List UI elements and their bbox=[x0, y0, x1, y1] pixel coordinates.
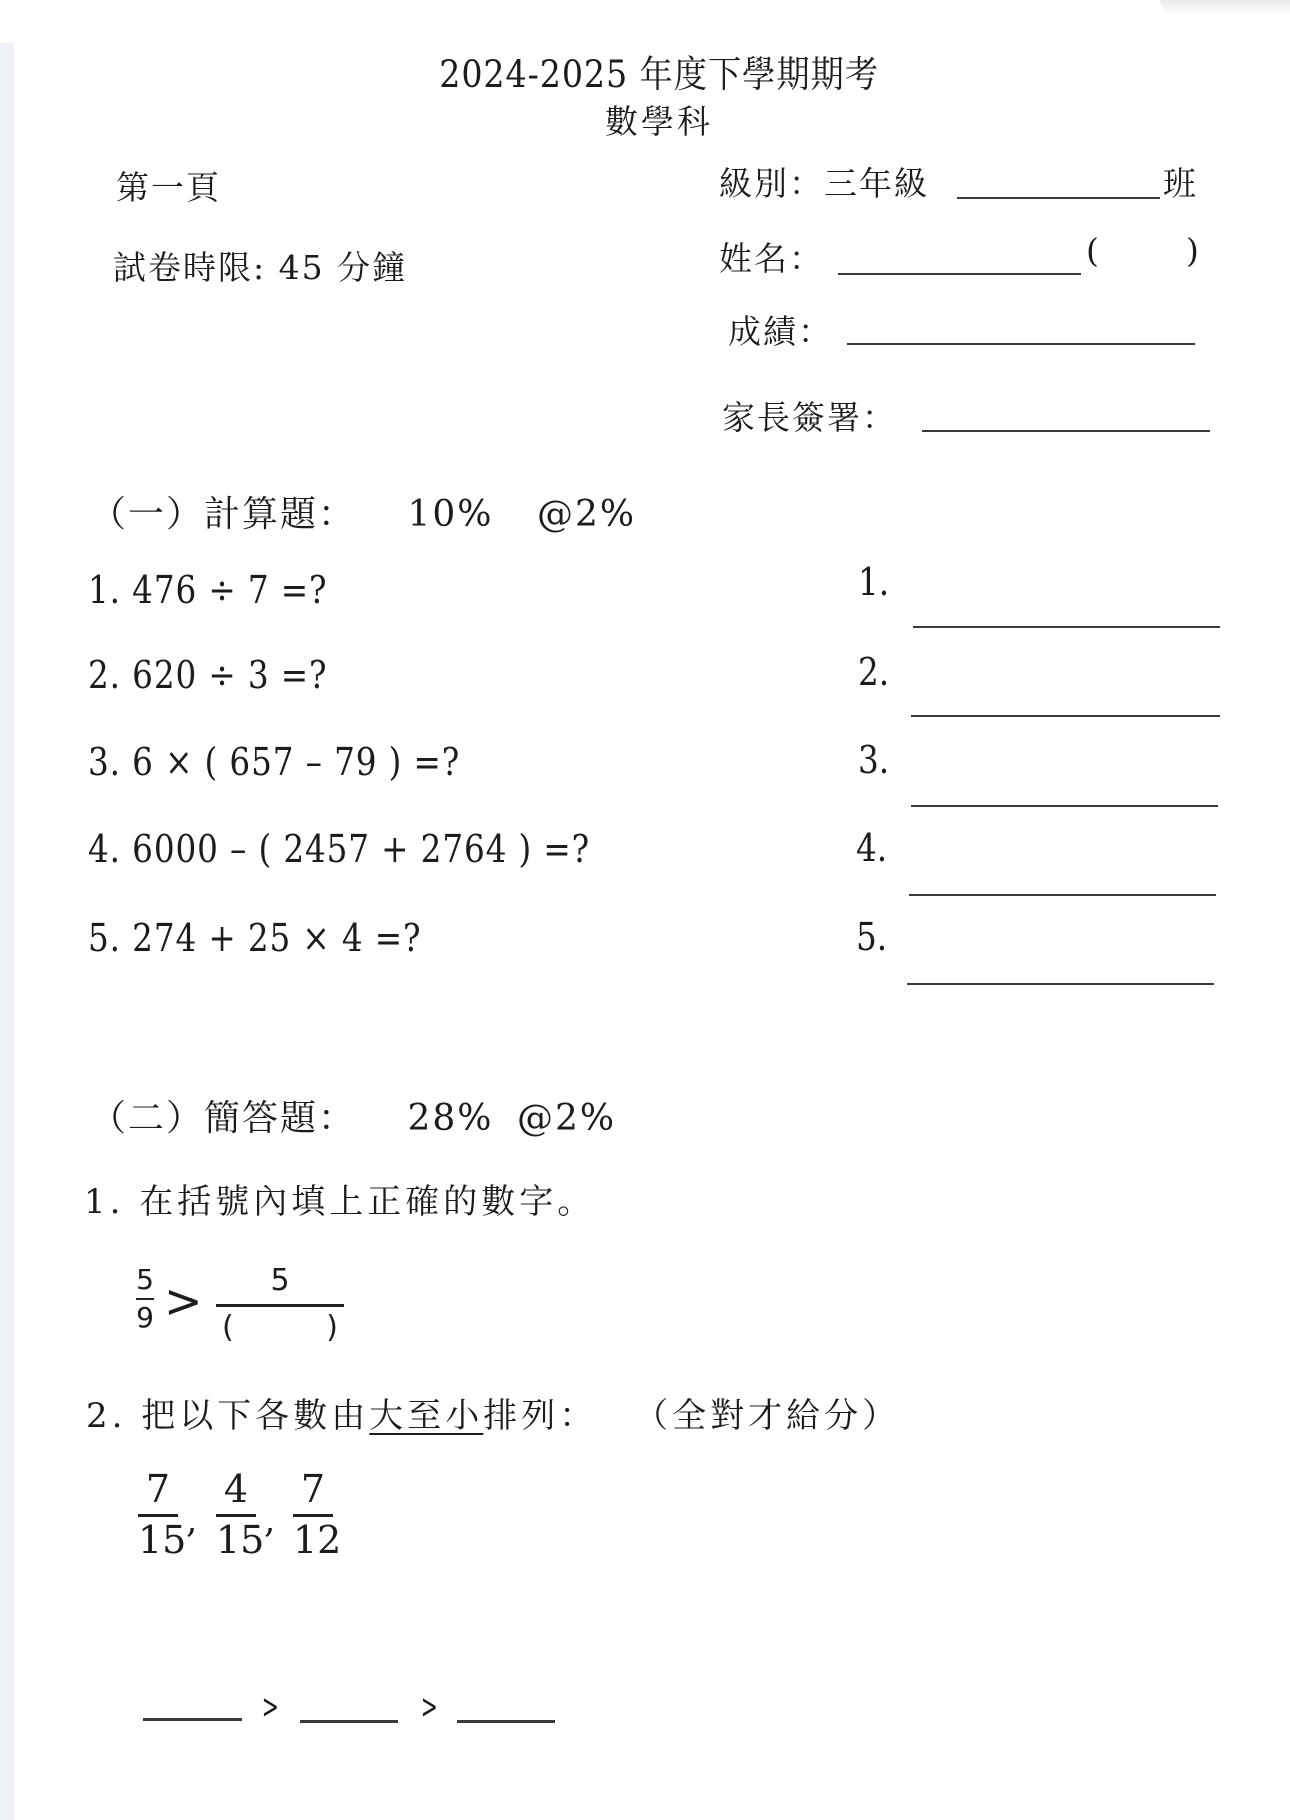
fraction-5-blank: 5 ( ) bbox=[216, 1266, 344, 1343]
denominator-blank[interactable]: ( ) bbox=[222, 1310, 338, 1345]
answer-field-5[interactable] bbox=[907, 983, 1214, 985]
greater-than-symbol: > bbox=[261, 1687, 279, 1727]
fraction-4-15: 4 15 bbox=[216, 1467, 265, 1562]
section1-question-3: 3. 6 × ( 657 – 79 ) =? bbox=[88, 740, 461, 784]
section1-question-4: 4. 6000 – ( 2457 + 2764 ) =? bbox=[88, 827, 591, 871]
order-blank-1[interactable] bbox=[143, 1718, 242, 1721]
section2-heading: （二）簡答題： 28% @2% bbox=[90, 1098, 617, 1139]
answer-label-2: 2. bbox=[858, 650, 890, 694]
section2-question-2: 2. 把以下各數由大至小排列： （全對才給分） bbox=[86, 1396, 901, 1436]
scoring-note: （全對才給分） bbox=[634, 1396, 901, 1436]
answer-field-4[interactable] bbox=[909, 894, 1216, 896]
greater-than-symbol: > bbox=[420, 1687, 438, 1727]
exam-subject: 數學科 bbox=[605, 102, 713, 141]
section1-question-5: 5. 274 + 25 × 4 =? bbox=[88, 916, 422, 960]
class-suffix: 班 bbox=[1163, 164, 1198, 203]
answer-field-3[interactable] bbox=[911, 805, 1218, 807]
section1-weight: 10% bbox=[407, 494, 494, 535]
class-field[interactable] bbox=[957, 197, 1160, 199]
score-label: 成績： bbox=[728, 312, 833, 351]
greater-than-symbol: > bbox=[164, 1274, 203, 1328]
parent-signature-label: 家長簽署： bbox=[722, 398, 897, 437]
underlined-keyword: 大至小 bbox=[369, 1396, 484, 1436]
fraction-7-15: 7 15 bbox=[138, 1467, 187, 1562]
answer-field-1[interactable] bbox=[913, 626, 1220, 628]
answer-field-2[interactable] bbox=[911, 715, 1220, 717]
section1-heading: （一）計算題： 10% @2% bbox=[90, 494, 637, 535]
comma-separator: , bbox=[264, 1500, 276, 1541]
class-number-paren-close: ) bbox=[1186, 231, 1201, 270]
parent-signature-field[interactable] bbox=[922, 430, 1210, 432]
page-number: 第一頁 bbox=[116, 168, 221, 207]
order-blank-2[interactable] bbox=[300, 1720, 398, 1723]
time-limit bbox=[113, 242, 407, 289]
time-limit-value: 45 分鐘 bbox=[278, 248, 408, 287]
fraction-7-12: 7 12 bbox=[293, 1467, 342, 1562]
answer-label-4: 4. bbox=[856, 826, 888, 870]
page-edge-strip bbox=[0, 43, 14, 1820]
section1-per-question: @2% bbox=[536, 494, 637, 535]
section2-per-question: @2% bbox=[516, 1098, 617, 1139]
section1-question-2: 2. 620 ÷ 3 =? bbox=[88, 653, 328, 697]
score-field[interactable] bbox=[847, 343, 1195, 345]
time-limit-label: 試卷時限: bbox=[113, 248, 267, 287]
answer-label-3: 3. bbox=[858, 738, 890, 782]
class-number-paren-open: ( bbox=[1086, 231, 1101, 270]
comma-separator: , bbox=[186, 1500, 198, 1541]
answer-label-1: 1. bbox=[858, 560, 890, 604]
section2-question-1: 1. 在括號內填上正確的數字。 bbox=[84, 1182, 596, 1222]
fraction-5-9: 5 9 bbox=[136, 1263, 154, 1334]
name-label: 姓名： bbox=[719, 239, 824, 278]
section2-weight: 28% bbox=[407, 1098, 494, 1139]
order-blank-3[interactable] bbox=[457, 1720, 555, 1723]
section1-question-1: 1. 476 ÷ 7 =? bbox=[88, 568, 328, 612]
corner-shadow bbox=[1160, 0, 1290, 14]
name-field[interactable] bbox=[838, 273, 1081, 275]
exam-title: 2024-2025 年度下學期期考 bbox=[439, 53, 879, 96]
answer-label-5: 5. bbox=[856, 915, 888, 959]
grade-label: 級別：三年級 bbox=[719, 164, 929, 203]
